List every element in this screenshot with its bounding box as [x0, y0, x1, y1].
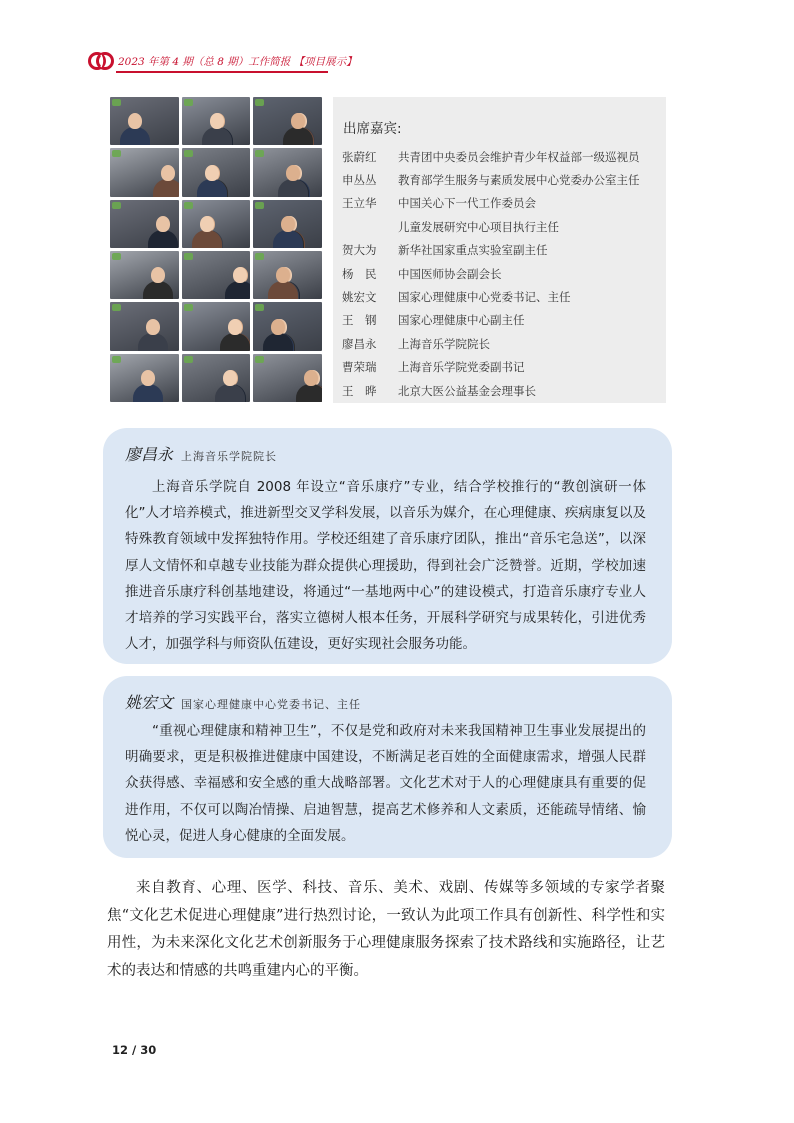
- guest-name: 廖昌永: [342, 336, 377, 351]
- main-paragraph: 来自教育、心理、医学、科技、音乐、美术、戏剧、传媒等多领域的专家学者聚焦“文化艺术促进心理健康”进行热烈讨论，一致认为此项工作具有创新性、科学性和实用性，为未来深化文化艺术创新服务于心理健康服务探索了技术路线和实施路径，让艺术的表达和情感的共鸣重建内心的平衡。: [107, 880, 665, 979]
- guest-name: 王 晔: [342, 383, 377, 398]
- meeting-photo: [110, 354, 179, 402]
- guest-name: 王立华: [342, 196, 377, 211]
- meeting-photo: [253, 354, 322, 402]
- quote-speaker-role: 上海音乐学院院长: [181, 450, 278, 463]
- meeting-photo: [253, 97, 322, 145]
- logo-icon: [88, 48, 114, 74]
- meeting-photo: [253, 251, 322, 299]
- guest-row: [342, 379, 662, 402]
- quote-box-liao: [103, 428, 672, 664]
- header-title: 2023 年第 4 期（总 8 期）工作简报 【项目展示】: [118, 56, 357, 68]
- guest-row: [342, 192, 662, 215]
- guest-title: 教育部学生服务与素质发展中心党委办公室主任: [398, 173, 640, 188]
- guest-row: [342, 168, 662, 191]
- guest-panel: [333, 97, 666, 403]
- guest-row: [342, 215, 662, 238]
- guest-title: 上海音乐学院院长: [398, 336, 490, 351]
- guest-heading: 出席嘉宾:: [343, 121, 402, 137]
- meeting-photo: [253, 302, 322, 350]
- guest-name: 贺大为: [342, 243, 377, 258]
- header-underline: [116, 71, 328, 73]
- quote-header: [125, 690, 361, 713]
- meeting-photo: [182, 251, 251, 299]
- guest-title: 共青团中央委员会维护青少年权益部一级巡视员: [398, 149, 640, 164]
- guest-title: 中国医师协会副会长: [398, 266, 502, 281]
- guest-row: [342, 356, 662, 379]
- guest-row: [342, 239, 662, 262]
- quote-speaker-role: 国家心理健康中心党委书记、主任: [181, 698, 362, 711]
- guest-title: 儿童发展研究中心项目执行主任: [398, 219, 559, 234]
- guest-list: [342, 145, 662, 402]
- meeting-photo: [110, 148, 179, 196]
- guest-name: 曹荣瑞: [342, 360, 377, 375]
- guest-row: [342, 145, 662, 168]
- guest-name: 姚宏文: [342, 290, 377, 305]
- guest-name: 王 钢: [342, 313, 377, 328]
- guest-name: 张蔚红: [342, 149, 377, 164]
- meeting-photo: [182, 148, 251, 196]
- quote-box-yao: [103, 676, 672, 858]
- page-number: 12 / 30: [112, 1043, 157, 1057]
- meeting-photo: [110, 302, 179, 350]
- meeting-photo: [182, 97, 251, 145]
- meeting-photo: [253, 200, 322, 248]
- meeting-photo: [110, 97, 179, 145]
- page-header: [88, 48, 357, 74]
- quote-speaker-name: 廖昌永: [125, 445, 174, 464]
- meeting-photo: [110, 251, 179, 299]
- guest-title: 北京大医公益基金会理事长: [398, 383, 536, 398]
- guest-title: 国家心理健康中心副主任: [398, 313, 525, 328]
- guest-name: 杨 民: [342, 266, 377, 281]
- guest-title: 新华社国家重点实验室副主任: [398, 243, 548, 258]
- quote-text: “重视心理健康和精神卫生”，不仅是党和政府对未来我国精神卫生事业发展提出的明确要求，更是积极推进健康中国建设，不断满足老百姓的全面健康需求，增强人民群众获得感、幸福感和安全感的重大战略部署。文化艺术对于人的心理健康具有重要的促进作用，不仅可以陶冶情操、启迪智慧，提高艺术修养和人文素质，还能疏导情绪、愉悦心灵，促进人身心健康的全面发展。: [125, 723, 646, 844]
- meeting-photo: [182, 302, 251, 350]
- meeting-photo-collage: [110, 97, 322, 402]
- guest-row: [342, 262, 662, 285]
- quote-text: 上海音乐学院自 2008 年设立“音乐康疗”专业，结合学校推行的“教创演研一体化”人才培养模式，推进新型交叉学科发展，以音乐为媒介，在心理健康、疾病康复以及特殊教育领域中发挥独特作用。学校还组建了音乐康疗团队，推出“音乐宅急送”，以深厚人文情怀和卓越专业技能为群众提供心理援助，得到社会广泛赞誉。近期，学校加速推进音乐康疗科创基地建设，将通过“一基地两中心”的建设模式，打造音乐康疗专业人才培养的学习实践平台，落实立德树人根本任务，开展科学研究与成果转化，引进优秀人才，加强学科与师资队伍建设，更好实现社会服务功能。: [125, 479, 646, 653]
- guest-title: 国家心理健康中心党委书记、主任: [398, 290, 571, 305]
- guest-title: 中国关心下一代工作委员会: [398, 196, 536, 211]
- quote-speaker-name: 姚宏文: [125, 693, 174, 712]
- guest-row: [342, 309, 662, 332]
- guest-title: 上海音乐学院党委副书记: [398, 360, 525, 375]
- guest-row: [342, 332, 662, 355]
- meeting-photo: [110, 200, 179, 248]
- guest-name: 申丛丛: [342, 173, 377, 188]
- guest-row: [342, 285, 662, 308]
- quote-header: [125, 442, 277, 465]
- meeting-photo: [182, 200, 251, 248]
- meeting-photo: [253, 148, 322, 196]
- meeting-photo: [182, 354, 251, 402]
